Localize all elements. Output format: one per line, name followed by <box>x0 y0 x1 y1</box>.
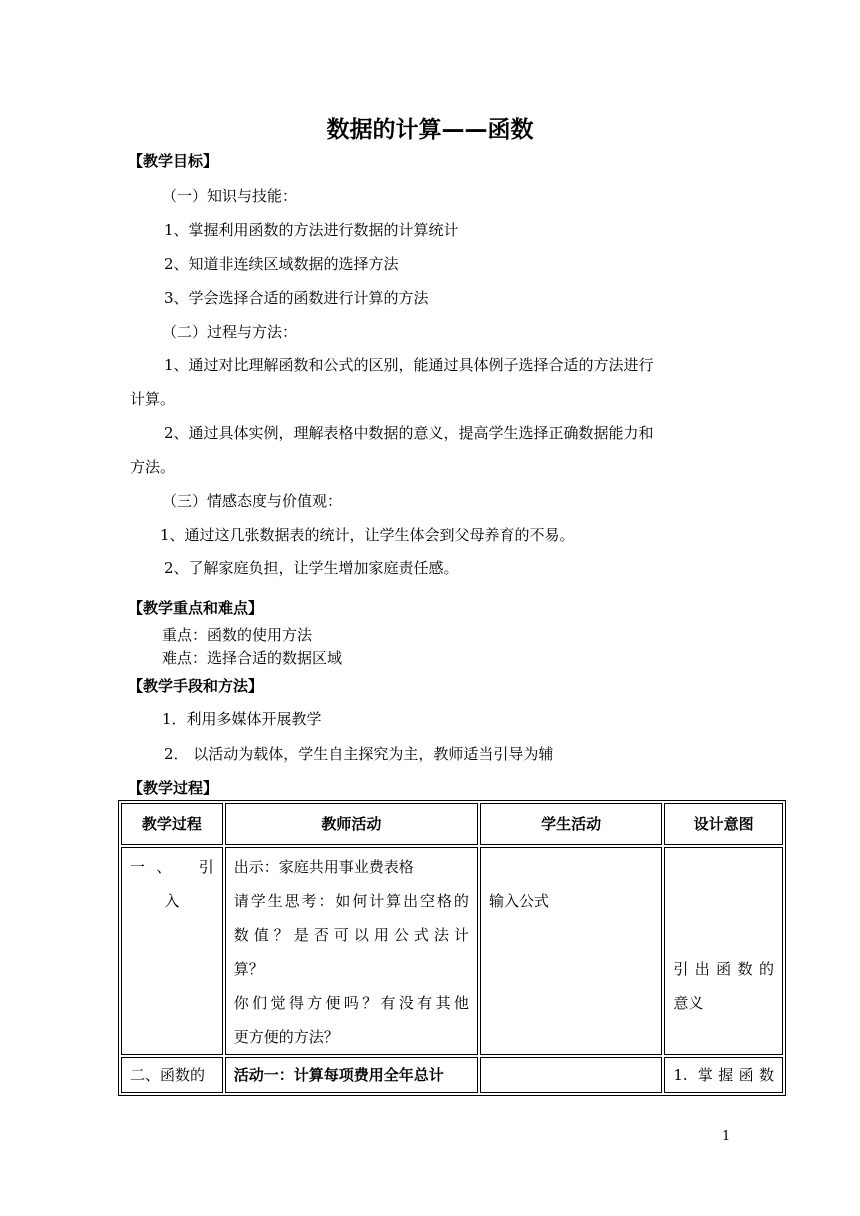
process-table <box>118 800 786 1096</box>
intent-text: 意义 <box>673 994 704 1012</box>
means-line: 1．利用多媒体开展教学 <box>162 710 322 728</box>
goal-line: 1、掌握利用函数的方法进行数据的计算统计 <box>164 221 459 239</box>
column-header: 设计意图 <box>664 803 783 845</box>
column-header: 教学过程 <box>121 803 223 845</box>
goal-line: 2、知道非连续区域数据的选择方法 <box>164 255 399 273</box>
column-header: 教师活动 <box>225 803 478 845</box>
column-header: 学生活动 <box>480 803 662 845</box>
goal-line: 1、通过对比理解函数和公式的区别，能通过具体例子选择合适的方法进行 <box>164 356 654 374</box>
page-number: 1 <box>722 1129 731 1144</box>
intent-text: 引出函数的 <box>673 960 774 978</box>
goal-line: 方法。 <box>130 458 176 476</box>
teacher-line: 你们觉得方便吗？有没有其他 <box>233 994 469 1012</box>
stage-cell <box>121 847 223 1055</box>
goal-line: 2、通过具体实例，理解表格中数据的意义，提高学生选择正确数据能力和 <box>164 424 654 442</box>
stage-text: 入 <box>164 892 180 910</box>
section-header-process: 【教学过程】 <box>128 779 219 797</box>
teacher-cell: 活动一：计算每项费用全年总计 <box>225 1057 478 1093</box>
student-text: 输入公式 <box>488 892 549 910</box>
intent-cell <box>664 847 783 1055</box>
key-focus: 重点：函数的使用方法 <box>162 626 313 644</box>
goal-line: 3、学会选择合适的函数进行计算的方法 <box>164 289 429 307</box>
section-header-goals: 【教学目标】 <box>128 152 219 170</box>
goal-line: 计算。 <box>130 390 176 408</box>
section-header-means: 【教学手段和方法】 <box>128 677 264 695</box>
intent-cell: 1. 掌握函数 <box>664 1057 783 1093</box>
stage-text: 一、 引 <box>130 858 214 876</box>
table-header-row <box>121 803 783 845</box>
page-title: 数据的计算——函数 <box>326 117 534 143</box>
student-cell <box>480 847 662 1055</box>
student-cell <box>480 1057 662 1093</box>
teacher-line: 请学生思考：如何计算出空格的 <box>233 892 469 910</box>
section-header-key: 【教学重点和难点】 <box>128 599 264 617</box>
teacher-line: 算？ <box>233 960 264 978</box>
stage-cell: 二、函数的 <box>121 1057 223 1093</box>
table-row <box>121 1057 783 1093</box>
means-line: 2． 以活动为载体，学生自主探究为主，教师适当引导为辅 <box>164 745 554 763</box>
subheading-knowledge: （一）知识与技能： <box>162 187 298 205</box>
teacher-line: 更方便的方法？ <box>233 1028 339 1046</box>
teacher-line: 出示：家庭共用事业费表格 <box>233 858 414 876</box>
subheading-emotion: （三）情感态度与价值观： <box>162 492 343 510</box>
teacher-line: 数值？是否可以用公式法计 <box>233 926 469 944</box>
key-difficulty: 难点：选择合适的数据区域 <box>162 649 343 667</box>
subheading-process: （二）过程与方法： <box>162 323 298 341</box>
table-row <box>121 847 783 1055</box>
goal-line: 2、了解家庭负担，让学生增加家庭责任感。 <box>164 559 459 577</box>
goal-line: 1、通过这几张数据表的统计，让学生体会到父母养育的不易。 <box>160 526 575 544</box>
teacher-cell <box>225 847 478 1055</box>
